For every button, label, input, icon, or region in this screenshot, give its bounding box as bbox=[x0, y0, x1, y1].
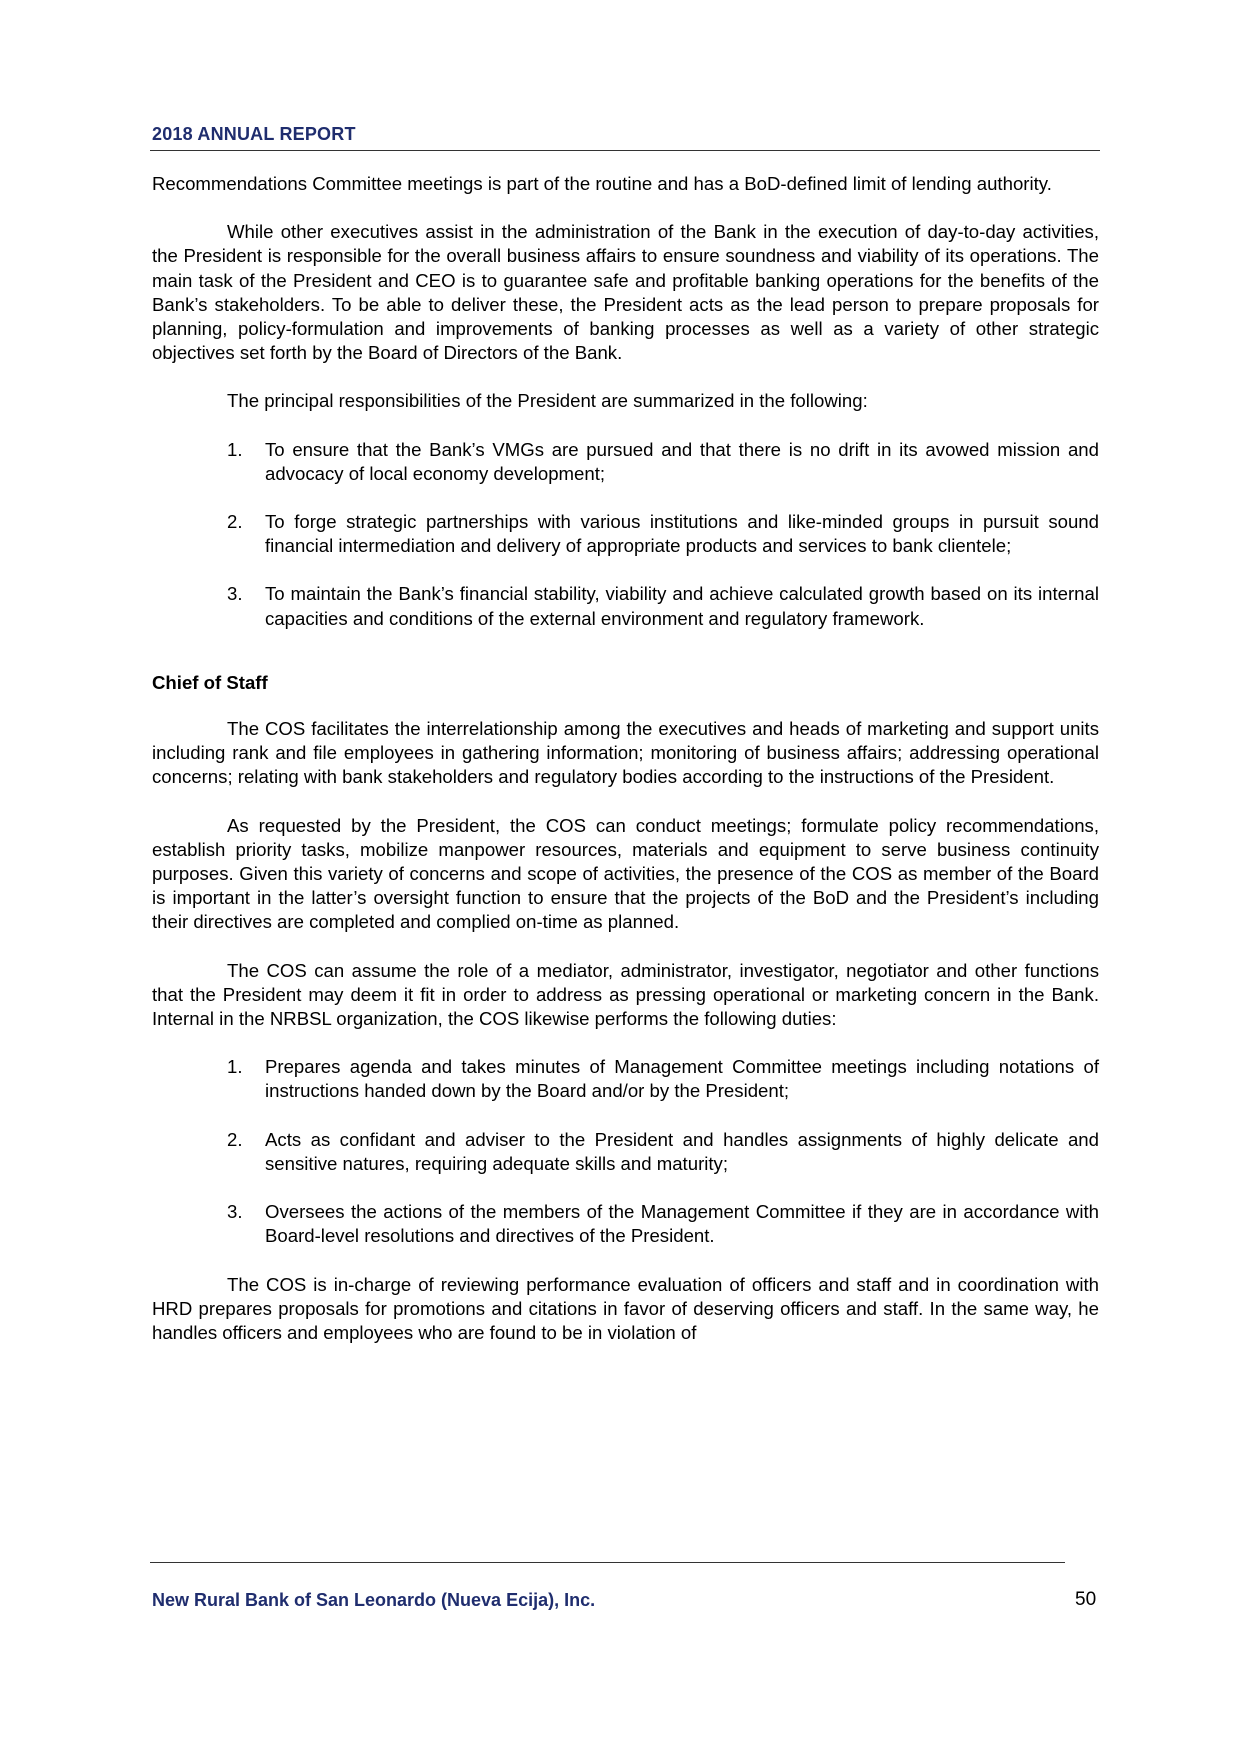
list-item bbox=[152, 1055, 1099, 1103]
cos-paragraph-2: As requested by the President, the COS can conduct meetings; formulate policy recommendations, establish priority tasks, mobilize manpower resources, materials and equipment to serve business continuity purposes. Given this variety of concerns and scope of activities, the presence of the COS as member of the Board is important in the latter’s oversight function to ensure that the projects of the BoD and the President’s including their directives are completed and complied on-time as planned. bbox=[152, 814, 1099, 933]
cos-paragraph-1: The COS facilitates the interrelationship among the executives and heads of marketing and support units including rank and file employees in gathering information; monitoring of business affairs; addressing operational concerns; relating with bank stakeholders and regulatory bodies according to the instructions of the President. bbox=[152, 718, 1099, 788]
footer-bank-name: New Rural Bank of San Leonardo (Nueva Ecija), Inc. bbox=[152, 1590, 596, 1610]
list-item-number: 3. bbox=[227, 1201, 243, 1223]
footer-divider bbox=[150, 1562, 1065, 1563]
list-item-text: Acts as confidant and adviser to the President and handles assignments of highly delicate and sensitive natures, requiring adequate skills and maturity; bbox=[265, 1128, 1099, 1174]
cos-duties-list bbox=[152, 1055, 1099, 1248]
page-body bbox=[152, 172, 1099, 1369]
list-item-text: To ensure that the Bank’s VMGs are pursued and that there is no drift in its avowed mission and advocacy of local economy development; bbox=[265, 438, 1099, 484]
president-paragraph: While other executives assist in the administration of the Bank in the execution of day-to-day activities, the President is responsible for the overall business affairs to ensure soundness and viability of its operations. The main task of the President and CEO is to guarantee safe and profitable banking operations for the benefits of the Bank’s stakeholders. To be able to deliver these, the President acts as the lead person to prepare proposals for planning, policy-formulation and improvements of banking processes as well as a variety of other strategic objectives set forth by the Board of Directors of the Bank. bbox=[152, 221, 1099, 364]
list-item-text: To maintain the Bank’s financial stability, viability and achieve calculated growth based on its internal capacities and conditions of the external environment and regulatory framework. bbox=[265, 583, 1099, 629]
list-item-number: 1. bbox=[227, 1056, 243, 1078]
report-header-title: 2018 ANNUAL REPORT bbox=[152, 124, 356, 144]
list-item-text: To forge strategic partnerships with various institutions and like-minded groups in pursuit sound financial intermediation and delivery of appropriate products and services to bank clientele; bbox=[265, 511, 1099, 557]
principal-responsibilities-intro: The principal responsibilities of the President are summarized in the following: bbox=[227, 390, 868, 412]
list-item-text: Oversees the actions of the members of the Management Committee if they are in accordance with Board-level resolutions and directives of the President. bbox=[265, 1201, 1099, 1247]
list-item-number: 1. bbox=[227, 438, 243, 460]
list-item-number: 2. bbox=[227, 511, 243, 533]
list-item-number: 3. bbox=[227, 583, 243, 605]
list-item bbox=[152, 510, 1099, 558]
page-number: 50 bbox=[1075, 1589, 1097, 1610]
list-item-number: 2. bbox=[227, 1128, 243, 1150]
section-heading-chief-of-staff: Chief of Staff bbox=[152, 671, 268, 693]
list-item bbox=[152, 1128, 1099, 1176]
list-item bbox=[152, 582, 1099, 630]
cos-paragraph-3: The COS can assume the role of a mediator, administrator, investigator, negotiator and other functions that the President may deem it fit in order to address as pressing operational or marketing concern in the Bank. Internal in the NRBSL organization, the COS likewise performs the following duties: bbox=[152, 959, 1099, 1030]
list-item bbox=[152, 1200, 1099, 1248]
continuation-paragraph: Recommendations Committee meetings is part of the routine and has a BoD-defined limit of lending authority. bbox=[152, 173, 1052, 194]
president-responsibilities-list bbox=[152, 438, 1099, 631]
header-divider bbox=[150, 150, 1100, 151]
list-item-text: Prepares agenda and takes minutes of Management Committee meetings including notations of instructions handed down by the Board and/or by the President; bbox=[265, 1056, 1099, 1102]
list-item bbox=[152, 438, 1099, 486]
cos-paragraph-4: The COS is in-charge of reviewing performance evaluation of officers and staff and in coordination with HRD prepares proposals for promotions and citations in favor of deserving officers and staff. In the same way, he handles officers and employees who are found to be in violation of bbox=[152, 1273, 1099, 1343]
